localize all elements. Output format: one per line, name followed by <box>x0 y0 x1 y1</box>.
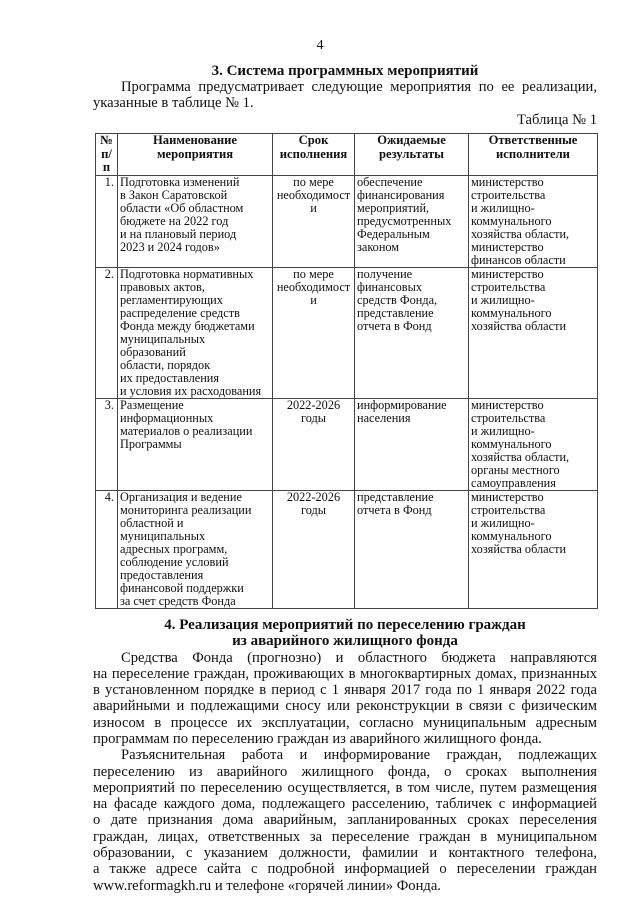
header-responsible: Ответственные исполнители <box>469 134 598 176</box>
cell-number: 1. <box>96 175 118 267</box>
cell-name: Подготовка изменений в Закон Саратовской области «Об областном бюджете на 2022 год и на плановый период 2023 и 2024 годов» <box>118 175 273 267</box>
text-line: переселению из аварийного жилищного фонда, о сроках выполнения <box>93 763 597 780</box>
text-line: аварийными и подлежащими сносу или реконструкции в связи с физическим <box>93 698 597 715</box>
measures-table <box>95 133 598 609</box>
table-row <box>96 490 598 608</box>
text-line: на фасаде каждого дома, подлежащего расселению, табличек с информацией <box>93 796 597 813</box>
table-row <box>96 267 598 398</box>
text-line: о дате признания дома аварийным, запланированных сроках переселения <box>93 812 597 829</box>
text-line: www.reformagkh.ru и телефоне «горячей линии» Фонда. <box>93 877 441 894</box>
section-4-heading: из аварийного жилищного фонда <box>232 633 458 649</box>
header-number: № п/п <box>96 134 118 176</box>
paragraph-1 <box>93 650 597 748</box>
text-line: Разъяснительная работа и информирование граждан, подлежащих <box>121 747 597 764</box>
cell-deadline: 2022-2026 годы <box>273 490 355 608</box>
cell-responsible: министерство строительства и жилищно- коммунального хозяйства области <box>469 490 598 608</box>
header-results: Ожидаемые результаты <box>355 134 469 176</box>
cell-number: 2. <box>96 267 118 398</box>
section-4 <box>93 617 597 894</box>
cell-name: Размещение информационных материалов о реализации Программы <box>118 398 273 490</box>
text-line: в установленном порядке в период с 1 января 2017 года по 1 января 2022 года <box>93 682 597 699</box>
cell-results: обеспечение финансирования мероприятий, предусмотренных Федеральным законом <box>355 175 469 267</box>
cell-number: 4. <box>96 490 118 608</box>
intro-line: Программа предусматривает следующие мероприятия по ее реализации, <box>121 79 597 95</box>
cell-deadline: 2022-2026 годы <box>273 398 355 490</box>
header-name: Наименование мероприятия <box>118 134 273 176</box>
text-line: граждан, лицах, ответственных за переселение граждан в муниципальном <box>93 828 597 845</box>
paragraph-2 <box>93 747 597 894</box>
text-line: программам по переселению граждан из аварийного жилищного фонда. <box>93 730 542 747</box>
text-line: Средства Фонда (прогнозно) и областного бюджета направляются <box>121 649 597 666</box>
cell-name: Организация и ведение мониторинга реализации областной и муниципальных адресных программ, соблюдение условий предоставления финансовой поддержки за счет средств Фонда <box>118 490 273 608</box>
text-line: мероприятий по переселению осуществляется, в том числе, путем размещения <box>93 779 597 796</box>
cell-responsible: министерство строительства и жилищно- коммунального хозяйства области, органы местного самоуправления <box>469 398 598 490</box>
cell-responsible: министерство строительства и жилищно- коммунального хозяйства области, министерство финансов области <box>469 175 598 267</box>
cell-responsible: министерство строительства и жилищно- коммунального хозяйства области <box>469 267 598 398</box>
cell-results: информирование населения <box>355 398 469 490</box>
text-line: на переселение граждан, проживающих в многоквартирных домах, признанных <box>93 665 597 682</box>
text-line: а также адресе сайта с подробной информацией о переселении граждан <box>93 861 597 878</box>
text-line: износом в процессе их эксплуатации, согласно муниципальным адресным <box>93 714 597 731</box>
page-number: 4 <box>316 38 324 53</box>
table-row <box>96 175 598 267</box>
cell-results: получение финансовых средств Фонда, представление отчета в Фонд <box>355 267 469 398</box>
cell-name: Подготовка нормативных правовых актов, регламентирующих распределение средств Фонда между бюджетами муниципальных образований области, порядок их предоставления и условия их расходования <box>118 267 273 398</box>
table-header-row <box>96 134 598 176</box>
table-caption: Таблица № 1 <box>517 112 597 128</box>
text-line: образовании, с указанием должности, фамилии и контактного телефона, <box>93 845 597 862</box>
cell-number: 3. <box>96 398 118 490</box>
intro-line: указанные в таблице № 1. <box>93 95 254 111</box>
cell-deadline: по мере необходимости <box>273 175 355 267</box>
table-row <box>96 398 598 490</box>
header-deadline: Срок исполнения <box>273 134 355 176</box>
content-flow <box>93 133 597 894</box>
cell-deadline: по мере необходимости <box>273 267 355 398</box>
section-3-heading: 3. Система программных мероприятий <box>211 63 479 79</box>
section-4-heading: 4. Реализация мероприятий по переселению граждан <box>164 616 526 633</box>
cell-results: представление отчета в Фонд <box>355 490 469 608</box>
